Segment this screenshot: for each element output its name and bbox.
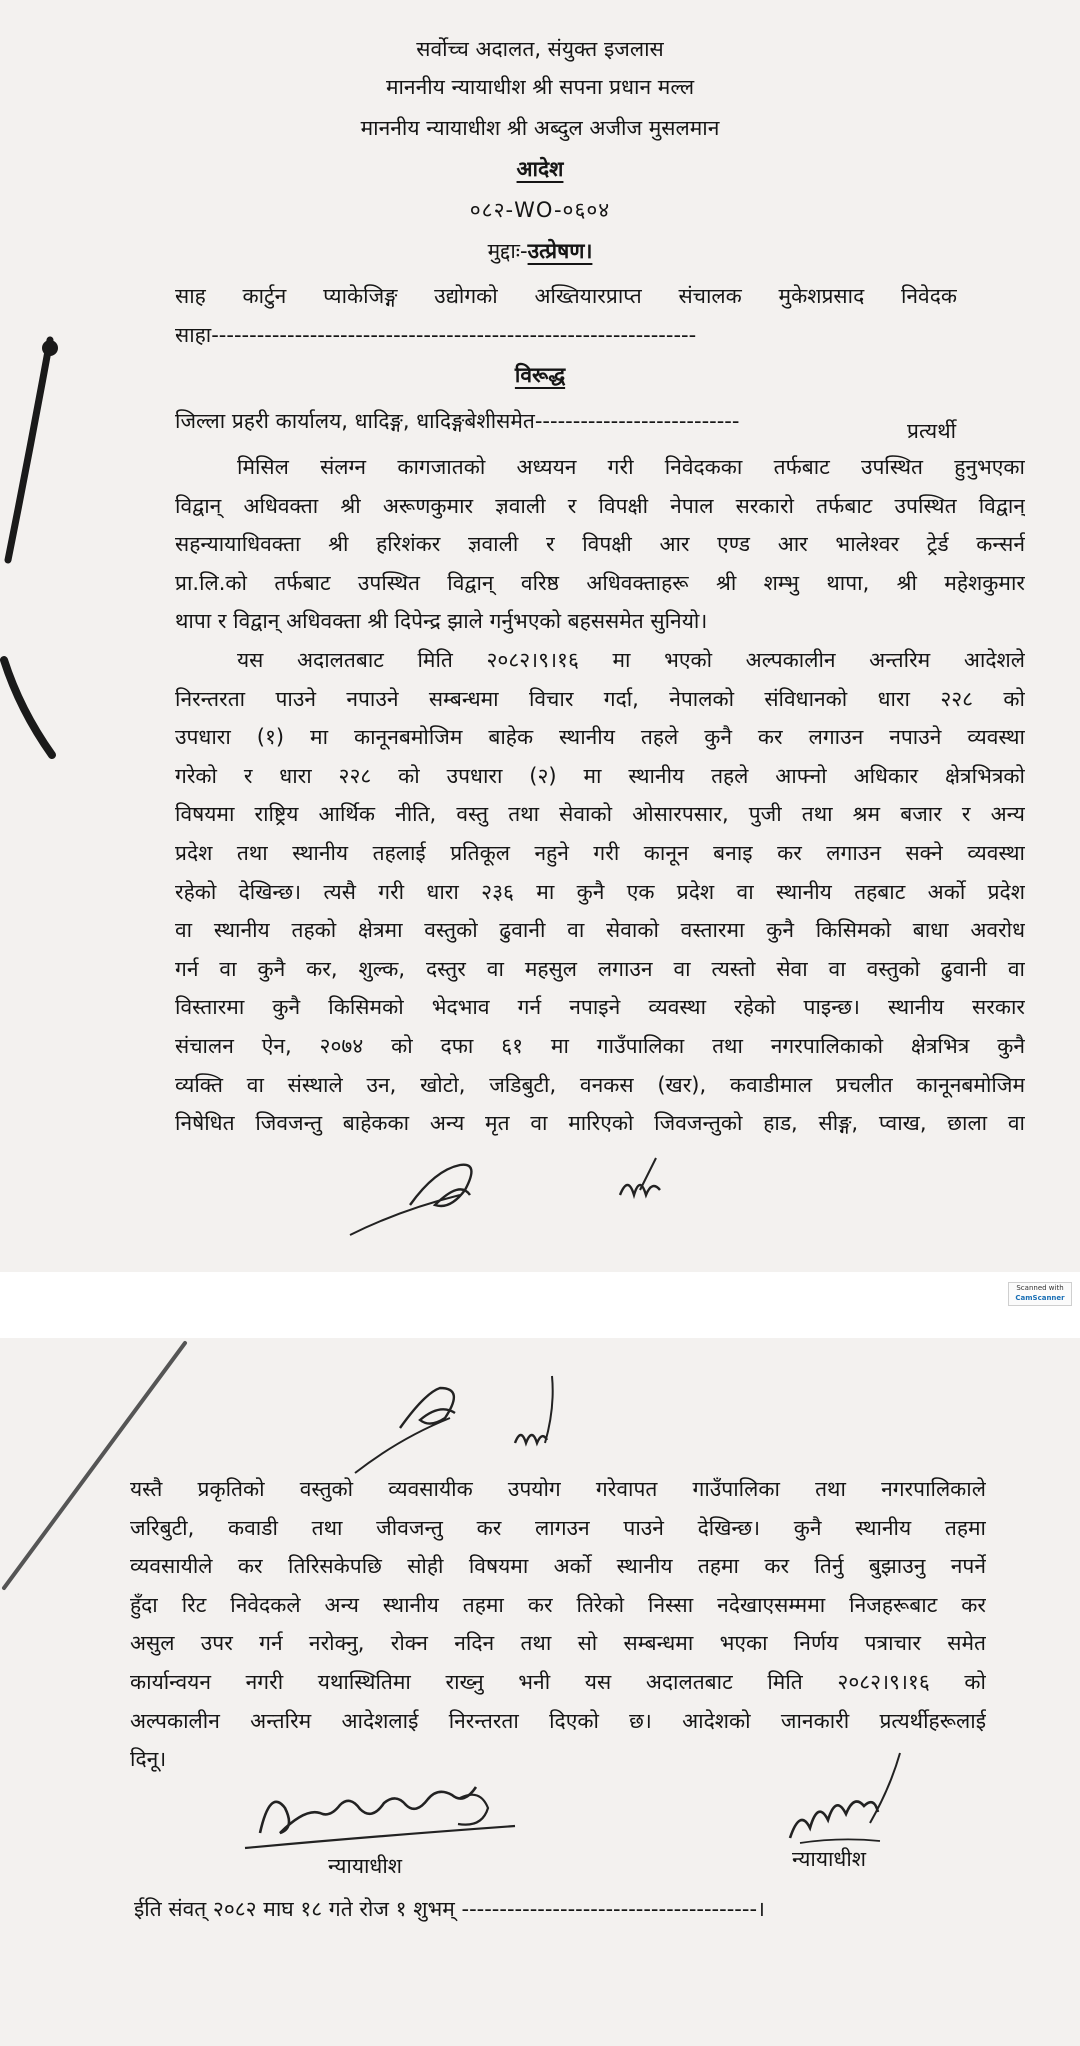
judge-label-right: न्यायाधीश: [792, 1847, 867, 1871]
paragraph-line: संचालन ऐन, २०७४ को दफा ६१ मा गाउँपालिका तथा नगरपालिकाको क्षेत्रभित्र कुनै: [175, 1033, 1025, 1058]
judge-label-left: न्यायाधीश: [328, 1854, 403, 1878]
paragraph-continued: [130, 1470, 986, 1779]
paragraph-hearing: [175, 448, 1025, 641]
paragraph-line: रहेको देखिन्छ। त्यसै गरी धारा २३६ मा कुनै एक प्रदेश वा स्थानीय तहबाट अर्को प्रदेश: [175, 879, 1025, 904]
case-subject: [0, 236, 1080, 266]
paragraph-line: प्रदेश तथा स्थानीय तहलाई प्रतिकूल नहुने गरी कानून बनाइ कर लगाउन सक्ने व्यवस्था: [175, 840, 1025, 865]
binding-mark: [0, 330, 70, 780]
paragraph-line: व्यक्ति वा संस्थाले उन, खोटो, जडिबुटी, वनकस (खर), कवाडीमाल प्रचलीत कानूनबमोजिम: [175, 1072, 1025, 1097]
paragraph-line: असुल उपर गर्न नरोक्नु, रोक्न नदिन तथा सो सम्बन्धमा भएका निर्णय पत्राचार समेत: [130, 1631, 986, 1656]
paragraph-line: गर्न वा कुनै कर, शुल्क, दस्तुर वा महसुल लगाउन वा त्यस्तो सेवा वा वस्तुको ढुवानी वा: [175, 956, 1025, 981]
paragraph-line: कार्यान्वयन नगरी यथास्थितिमा राख्नु भनी यस अदालतबाट मिति २०८२।९।१६ को: [130, 1669, 986, 1694]
scanner-badge: Scanned with CamScanner: [1008, 1282, 1072, 1306]
paragraph-line: व्यवसायीले कर तिरिसकेपछि सोही विषयमा अर्को स्थानीय तहमा कर तिर्नु बुझाउनु नपर्ने: [130, 1554, 986, 1579]
judge-2: माननीय न्यायाधीश श्री अब्दुल अजीज मुसलमान: [360, 116, 720, 140]
judge-signature-left: [225, 1778, 525, 1858]
paragraph-line: विद्वान् अधिवक्ता श्री अरूणकुमार ज्ञवाली र विपक्षी नेपाल सरकारो तर्फबाट उपस्थित विद्वान्: [175, 493, 1025, 518]
paragraph-line: विषयमा राष्ट्रिय आर्थिक नीति, वस्तु तथा सेवाको ओसारपसार, पुजी तथा श्रम बजार र अन्य: [175, 802, 1025, 827]
paragraph-line: गरेको र धारा २२८ को उपधारा (२) मा स्थानीय तहले आफ्नो अधिकार क्षेत्रभित्रको: [175, 763, 1025, 788]
petitioner-line: साहा----------------------------------------------------------------: [175, 322, 697, 347]
judge-1: माननीय न्यायाधीश श्री सपना प्रधान मल्ल: [385, 75, 695, 99]
paragraph-line: विस्तारमा कुनै किसिमको भेदभाव गर्न नपाइने व्यवस्था रहेको पाइन्छ। स्थानीय सरकार: [175, 995, 1025, 1020]
order-title: आदेश: [516, 157, 564, 181]
subject-value: उत्प्रेषण।: [527, 239, 593, 263]
page-gap: [0, 1272, 1080, 1338]
petitioner-line: साह कार्टुन प्याकेजिङ्ग उद्योगको अख्तियारप्राप्त संचालक मुकेशप्रसाद निवेदक: [175, 284, 957, 308]
page-2: [0, 1338, 1080, 2046]
case-number: ०८२-WO-०६०४: [469, 198, 611, 222]
paragraph-line: अल्पकालीन अन्तरिम आदेशलाई निरन्तरता दिएको छ। आदेशको जानकारी प्रत्यर्थीहरूलाई: [130, 1708, 986, 1733]
paragraph-line: यस्तै प्रकृतिको वस्तुको व्यवसायीक उपयोग गरेवापत गाउँपालिका तथा नगरपालिकाले: [130, 1477, 986, 1501]
paragraph-line: सहन्यायाधिवक्ता श्री हरिशंकर ज्ञवाली र विपक्षी आर एण्ड आर भालेश्वर ट्रेर्ड कन्सर्न: [175, 532, 1025, 557]
court-name: सर्वोच्च अदालत, संयुक्त इजलास: [416, 37, 664, 61]
respondent-name: जिल्ला प्रहरी कार्यालय, धादिङ्ग, धादिङ्गबेशीसमेत---------------------------: [175, 409, 740, 433]
petitioner-block: [175, 277, 957, 354]
versus-heading: विरूद्ध: [514, 363, 566, 387]
paragraph-line: निषेधित जिवजन्तु बाहेकका अन्य मृत वा मारिएको जिवजन्तुको हाड, सीङ्ग, प्वाख, छाला वा: [175, 1111, 1025, 1136]
paragraph-line: उपधारा (१) मा कानूनबमोजिम बाहेक स्थानीय तहले कुनै कर लगाउन नपाउने व्यवस्था: [175, 725, 1025, 750]
paragraph-line: प्रा.लि.को तर्फबाट उपस्थित विद्वान् वरिष्ठ अधिवक्ताहरू श्री शम्भु थापा, श्री महेशकुमार: [175, 570, 1025, 595]
paragraph-line: हुँदा रिट निवेदकले अन्य स्थानीय तहमा कर तिरेको निस्सा नदेखाएसम्ममा निजहरूबाट कर: [130, 1592, 986, 1617]
paragraph-line: थापा र विद्वान् अधिवक्ता श्री दिपेन्द्र झाले गर्नुभएको बहससमेत सुनियो।: [175, 609, 708, 634]
paragraph-line: यस अदालतबाट मिति २०८२।९।१६ मा भएको अल्पकालीन अन्तरिम आदेशले: [237, 648, 1025, 672]
paragraph-line: जरिबुटी, कवाडी तथा जीवजन्तु कर लागउन पाउने देखिन्छ। कुनै स्थानीय तहमा: [130, 1515, 986, 1540]
initials-signature: [340, 1368, 600, 1478]
judge-signature-right: [780, 1748, 930, 1858]
paragraph-line: मिसिल संलग्न कागजातको अध्ययन गरी निवेदकका तर्फबाट उपस्थित हुनुभएका: [237, 455, 1025, 479]
paragraph-line: निरन्तरता पाउने नपाउने सम्बन्धमा विचार गर्दा, नेपालको संविधानको धारा २२८ को: [175, 686, 1025, 711]
paragraph-line: वा स्थानीय तहको क्षेत्रमा वस्तुको ढुवानी वा सेवाको वस्तारमा कुनै किसिमको बाधा अवरोध: [175, 918, 1025, 943]
subject-label: मुद्दाः-: [487, 239, 528, 263]
initials-signature: [340, 1150, 700, 1250]
paragraph-line: दिनू।: [130, 1747, 167, 1772]
closing-date-line: ईति संवत् २०८२ माघ १८ गते रोज १ शुभम् ---------------------------------------।: [134, 1897, 765, 1921]
paragraph-order: [175, 641, 1025, 1143]
respondent-role: प्रत्यर्थी: [907, 419, 957, 443]
